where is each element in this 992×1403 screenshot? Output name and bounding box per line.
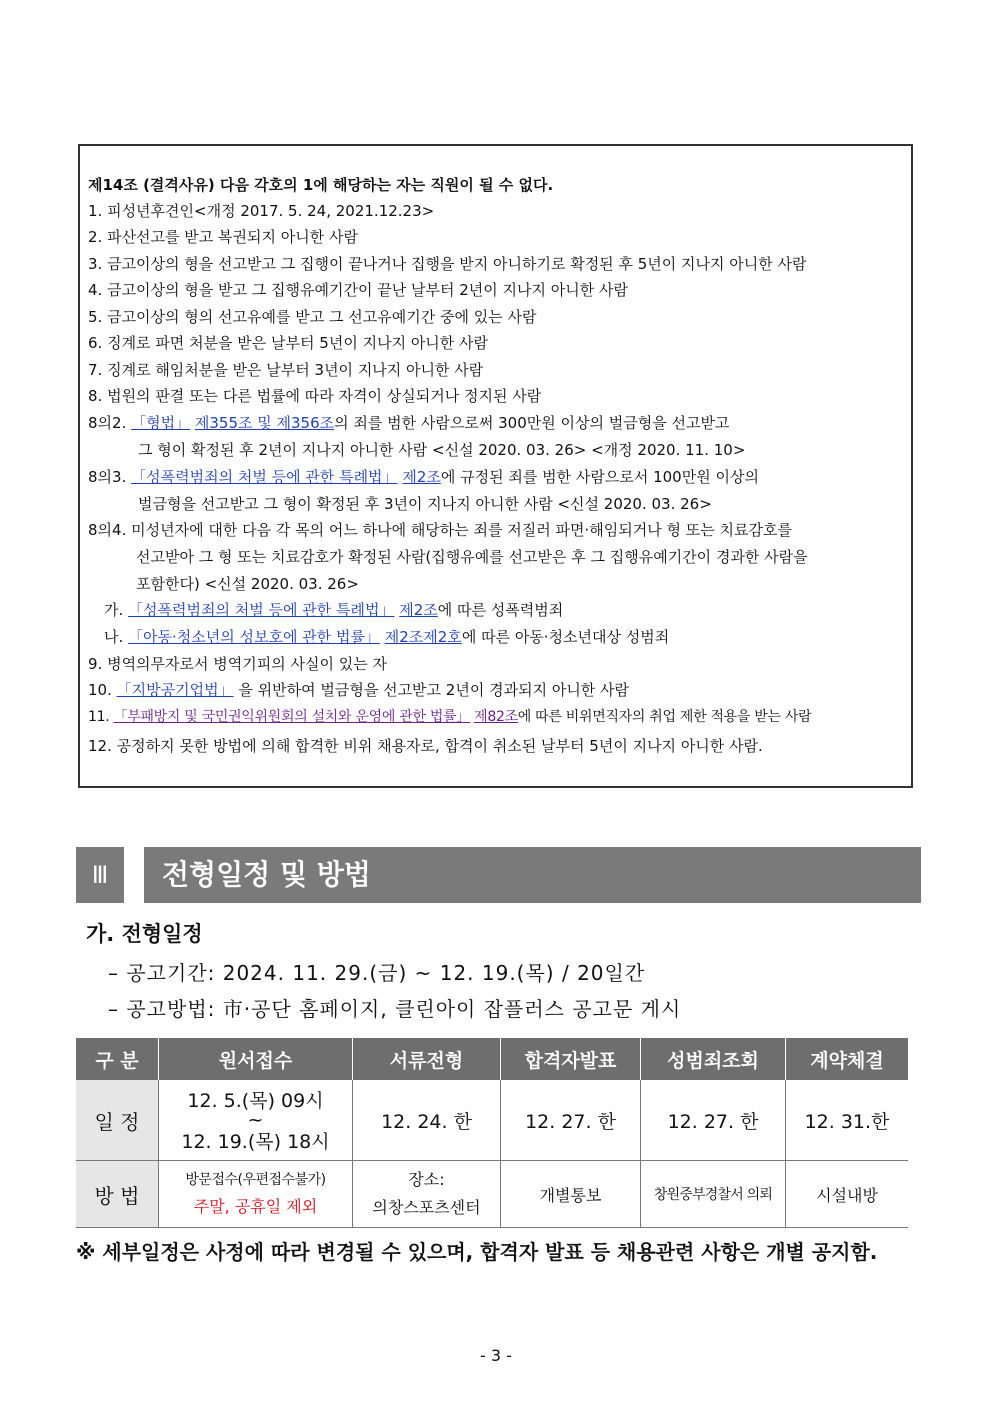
article-item-8: 8. 법원의 판결 또는 다른 법률에 따라 자격이 상실되거나 정지된 사람 <box>88 387 542 405</box>
article-item-8-2 <box>88 410 729 436</box>
article-item-5: 5. 금고이상의 형의 선고유예를 받고 그 선고유예기간 중에 있는 사람 <box>88 308 537 326</box>
article-item-2: 2. 파산선고를 받고 복권되지 아니한 사람 <box>88 228 358 246</box>
row-label-schedule: 일 정 <box>76 1080 159 1161</box>
cell-contract-schedule: 12. 31.한 <box>786 1080 909 1161</box>
article-item-11 <box>88 704 811 730</box>
law-link-anti-corruption-act[interactable]: 「부패방지 및 국민권익위원회의 설치와 운영에 관한 법률」 <box>113 709 470 725</box>
page-number: - 3 - <box>480 1346 512 1365</box>
item-text: 에 규정된 죄를 범한 사람으로서 100만원 이상의 <box>440 468 759 486</box>
header-crime-check: 성범죄조회 <box>641 1038 786 1080</box>
apply-exception: 주말, 공휴일 제외 <box>193 1197 318 1216</box>
table-header-row <box>76 1038 908 1080</box>
item-prefix: 가. <box>104 601 129 619</box>
article-item-12: 12. 공정하지 못한 방법에 의해 합격한 비위 채용자로, 합격이 취소된 날부터 5년이 지나지 아니한 사람. <box>88 737 763 755</box>
apply-method: 방문접수(우편접수불가) <box>185 1172 326 1188</box>
item-prefix: 8의3. <box>88 468 132 486</box>
item-prefix: 8의2. <box>88 414 132 432</box>
article-link-2-2[interactable]: 제2조제2호 <box>384 628 462 646</box>
article-title: 제14조 (결격사유) 다음 각호의 1에 해당하는 자는 직원이 될 수 없다. <box>88 176 554 194</box>
article-item-8-4-cont1: 선고받아 그 형 또는 치료감호가 확정된 사람(집행유예를 선고받은 후 그 집행유예기간이 경과한 사람을 <box>136 548 808 566</box>
item-prefix: 11. <box>88 709 114 725</box>
cell-result-method: 개별통보 <box>501 1161 641 1228</box>
item-prefix: 10. <box>88 681 117 699</box>
header-result-announcement: 합격자발표 <box>501 1038 641 1080</box>
item-text: 의 죄를 범한 사람으로써 300만원 이상의 벌금형을 선고받고 <box>334 414 730 432</box>
section-number: Ⅲ <box>76 847 124 903</box>
article-item-4: 4. 금고이상의 형을 받고 그 집행유예기간이 끝난 날부터 2년이 지나지 아니한 사람 <box>88 281 628 299</box>
header-contract: 계약체결 <box>786 1038 909 1080</box>
header-category: 구 분 <box>76 1038 159 1080</box>
table-row <box>76 1080 908 1161</box>
article-item-8-3 <box>88 464 759 490</box>
cell-application-method <box>159 1161 353 1228</box>
schedule-table <box>76 1038 908 1228</box>
law-link-sexual-violence-act[interactable]: 「성폭력범죄의 처벌 등에 관한 특례법」 <box>128 601 395 619</box>
posting-method: – 공고방법: 市·공단 홈페이지, 클린아이 잡플러스 공고문 게시 <box>108 997 682 1021</box>
law-link-local-public-enterprise-act[interactable]: 「지방공기업법」 <box>116 681 234 699</box>
article-item-8-3-cont: 벌금형을 선고받고 그 형이 확정된 후 3년이 지나지 아니한 사람 <신설 2020. 03. 26> <box>138 495 712 513</box>
apply-start: 12. 5.(목) 09시 <box>187 1090 324 1112</box>
item-text: 을 위반하여 벌금형을 선고받고 2년이 경과되지 아니한 사람 <box>238 681 630 699</box>
article-item-9: 9. 병역의무자로서 병역기피의 사실이 있는 자 <box>88 655 387 673</box>
law-link-youth-protection-act[interactable]: 「아동·청소년의 성보호에 관한 법률」 <box>128 628 380 646</box>
place-name: 의창스포츠센터 <box>372 1198 481 1217</box>
article-link-2[interactable]: 제2조 <box>399 601 438 619</box>
cell-application-schedule <box>159 1080 353 1161</box>
article-item-3: 3. 금고이상의 형을 선고받고 그 집행이 끝나거나 집행을 받지 아니하기로 확정된 후 5년이 지나지 아니한 사람 <box>88 255 807 273</box>
article-item-8-2-cont: 그 형이 확정된 후 2년이 지나지 아니한 사람 <신설 2020. 03. 26> <개정 2020. 11. 10> <box>138 441 746 459</box>
notice: ※ 세부일정은 사정에 따라 변경될 수 있으며, 합격자 발표 등 채용관련 사항은 개별 공지함. <box>76 1240 878 1264</box>
article-item-7: 7. 징계로 해임처분을 받은 날부터 3년이 지나지 아니한 사람 <box>88 361 484 379</box>
table-row <box>76 1161 908 1228</box>
article-item-8-4-ga <box>104 597 563 623</box>
law-link-criminal-act[interactable]: 「형법」 <box>131 414 191 432</box>
article-link-82[interactable]: 제82조 <box>474 709 518 725</box>
cell-contract-method: 시설내방 <box>786 1161 909 1228</box>
item-text: 에 따른 아동·청소년대상 성범죄 <box>461 628 670 646</box>
apply-tilde: ~ <box>247 1109 264 1131</box>
section-title: 전형일정 및 방법 <box>144 847 921 903</box>
cell-document-schedule: 12. 24. 한 <box>353 1080 501 1161</box>
item-text: 에 따른 성폭력범죄 <box>437 601 564 619</box>
cell-crime-schedule: 12. 27. 한 <box>641 1080 786 1161</box>
article-item-6: 6. 징계로 파면 처분을 받은 날부터 5년이 지나지 아니한 사람 <box>88 334 489 352</box>
subheading: 가. 전형일정 <box>86 922 203 946</box>
cell-crime-method: 창원중부경찰서 의뢰 <box>641 1161 786 1228</box>
row-label-method: 방 법 <box>76 1161 159 1228</box>
article-item-1: 1. 피성년후견인<개정 2017. 5. 24, 2021.12.23> <box>88 202 435 220</box>
apply-end: 12. 19.(목) 18시 <box>181 1131 330 1153</box>
article-item-10 <box>88 677 629 703</box>
law-link-sexual-violence-act[interactable]: 「성폭력범죄의 처벌 등에 관한 특례법」 <box>131 468 398 486</box>
posting-period: – 공고기간: 2024. 11. 29.(금) ~ 12. 19.(목) / 20일간 <box>108 961 646 985</box>
item-text: 에 따른 비위면직자의 취업 제한 적용을 받는 사람 <box>517 709 812 725</box>
article-link-2[interactable]: 제2조 <box>402 468 441 486</box>
article-item-8-4: 8의4. 미성년자에 대한 다음 각 목의 어느 하나에 해당하는 죄를 저질러 파면·해임되거나 형 또는 치료감호를 <box>88 521 792 539</box>
cell-result-schedule: 12. 27. 한 <box>501 1080 641 1161</box>
article-link-355-356[interactable]: 제355조 및 제356조 <box>194 414 335 432</box>
header-application: 원서접수 <box>159 1038 353 1080</box>
item-prefix: 나. <box>104 628 129 646</box>
cell-document-method <box>353 1161 501 1228</box>
article-item-8-4-cont2: 포함한다) <신설 2020. 03. 26> <box>136 575 359 593</box>
article-item-8-4-na <box>104 624 669 650</box>
header-document-screening: 서류전형 <box>353 1038 501 1080</box>
place-label: 장소: <box>408 1170 445 1189</box>
